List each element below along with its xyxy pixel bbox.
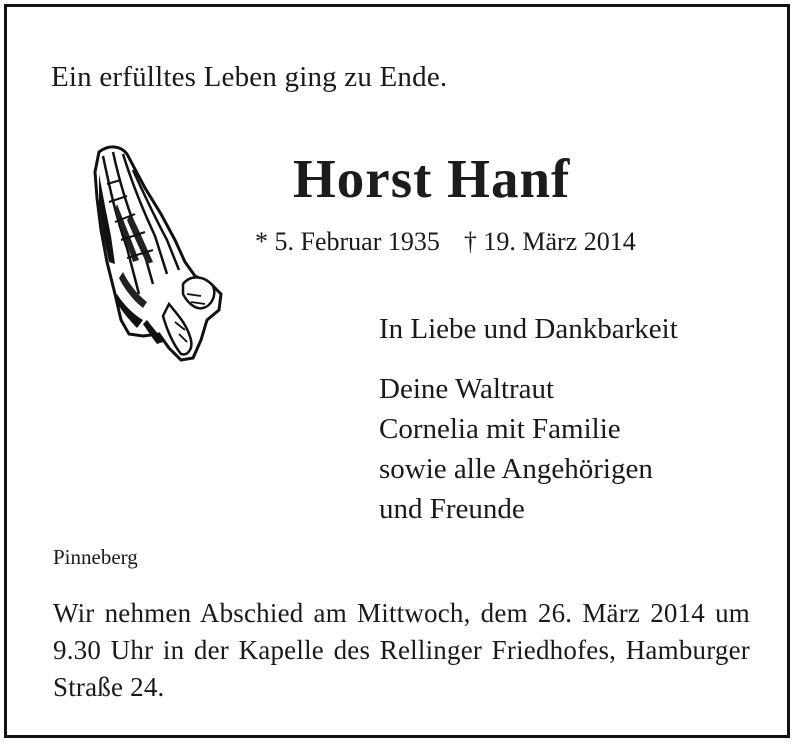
opening-line: Ein erfülltes Leben ging zu Ende. bbox=[51, 61, 448, 93]
place-name: Pinneberg bbox=[53, 545, 138, 569]
mourner-line: sowie alle Angehörigen bbox=[379, 453, 653, 485]
obituary-frame bbox=[4, 4, 790, 738]
praying-hands-icon bbox=[87, 144, 227, 364]
mourner-line: Cornelia mit Familie bbox=[379, 413, 621, 445]
closing-phrase: In Liebe und Dankbarkeit bbox=[379, 313, 678, 345]
death-date: † 19. März 2014 bbox=[463, 227, 636, 256]
birth-date: * 5. Februar 1935 bbox=[255, 227, 440, 256]
deceased-name: Horst Hanf bbox=[293, 148, 571, 209]
funeral-notice: Wir nehmen Abschied am Mittwoch, dem 26. März 2014 um 9.30 Uhr in der Kapelle des Rellinger Friedhofes, Hamburger Straße 24. bbox=[53, 598, 750, 702]
mourner-line: und Freunde bbox=[379, 493, 525, 525]
life-dates bbox=[255, 227, 636, 257]
mourners-list bbox=[379, 369, 653, 529]
mourner-line: Deine Waltraut bbox=[379, 373, 555, 405]
